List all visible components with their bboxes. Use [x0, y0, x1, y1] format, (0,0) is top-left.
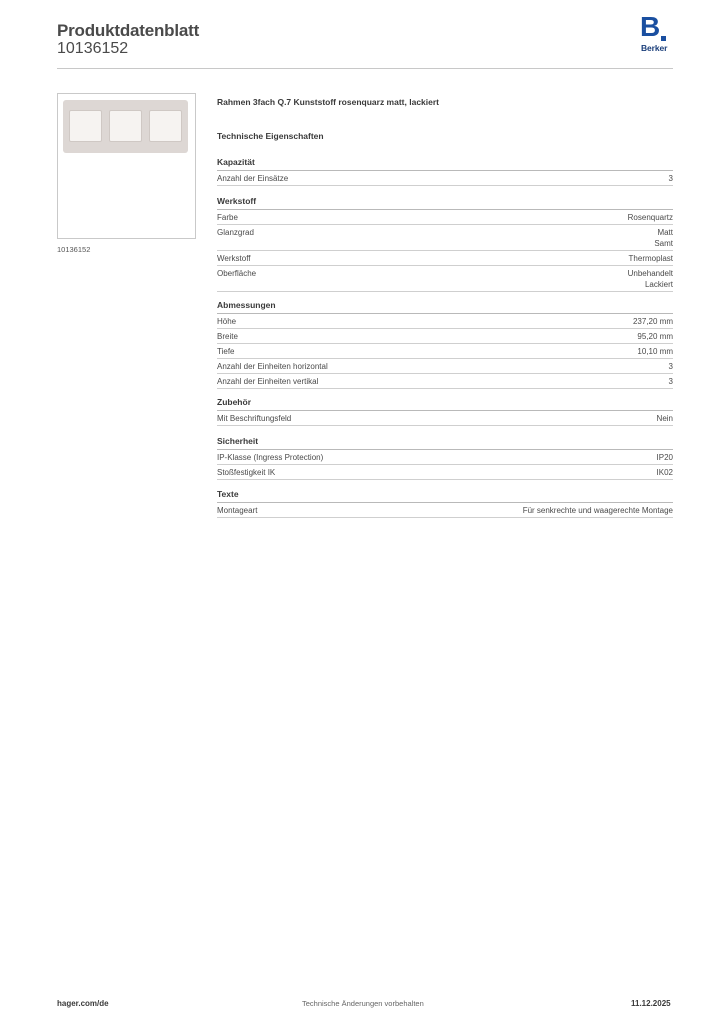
spec-value-line: 95,20 mm: [637, 332, 673, 341]
spec-row: [217, 210, 673, 225]
berker-logo: [640, 11, 674, 56]
spec-value-line: IK02: [656, 468, 673, 477]
spec-section: [217, 196, 673, 292]
spec-value-line: 3: [668, 362, 673, 371]
spec-section: [217, 436, 673, 480]
spec-value: [628, 212, 673, 223]
spec-value: [637, 331, 673, 342]
spec-value: [633, 316, 673, 327]
spec-value-line: Unbehandelt: [627, 269, 673, 278]
spec-label: Oberfläche: [217, 269, 257, 278]
spec-row: [217, 344, 673, 359]
spec-value-line: 3: [668, 174, 673, 183]
spec-section-title: Abmessungen: [217, 300, 673, 314]
spec-row: [217, 450, 673, 465]
spec-value-line: 3: [668, 377, 673, 386]
spec-section: [217, 489, 673, 518]
spec-value-line: Matt: [657, 228, 673, 237]
spec-row: [217, 171, 673, 186]
spec-row: [217, 225, 673, 251]
spec-value-line: Samt: [654, 239, 673, 248]
spec-section-title: Sicherheit: [217, 436, 673, 450]
spec-value-line: Rosenquartz: [627, 213, 673, 222]
spec-value-line: IP20: [656, 453, 673, 462]
spec-value-line: 237,20 mm: [632, 317, 673, 326]
spec-row: [217, 251, 673, 266]
spec-value-line: Für senkrechte und waagerechte Montage: [522, 506, 673, 515]
spec-label: Anzahl der Einsätze: [217, 174, 289, 183]
frame-picture: [63, 100, 188, 153]
frame-opening: [109, 110, 142, 142]
spec-section: [217, 300, 673, 389]
page-title: Produktdatenblatt: [57, 21, 200, 40]
product-name: Rahmen 3fach Q.7 Kunststoff rosenquarz matt, lackiert: [217, 97, 439, 107]
spec-value: [657, 467, 673, 478]
spec-label: Werkstoff: [217, 254, 251, 263]
product-image: [57, 93, 196, 239]
spec-value-line: Nein: [656, 414, 673, 423]
spec-value: [637, 346, 673, 357]
spec-row: [217, 465, 673, 480]
spec-label: Farbe: [217, 213, 238, 222]
spec-label: Glanzgrad: [217, 228, 254, 237]
spec-label: Höhe: [217, 317, 237, 326]
footer-website: hager.com/de: [57, 999, 109, 1008]
spec-value: [669, 376, 673, 387]
spec-section-title: Werkstoff: [217, 196, 673, 210]
logo-letter: B: [640, 11, 661, 42]
frame-opening: [149, 110, 182, 142]
logo-wordmark: Berker: [641, 43, 668, 53]
spec-label: Stoßfestigkeit IK: [217, 468, 276, 477]
spec-row: [217, 314, 673, 329]
spec-value: [628, 268, 673, 290]
technical-properties-heading: Technische Eigenschaften: [217, 131, 324, 141]
spec-row: [217, 359, 673, 374]
article-number: 10136152: [57, 40, 129, 57]
frame-opening: [69, 110, 102, 142]
spec-value: [657, 413, 673, 424]
spec-row: [217, 329, 673, 344]
logo-dot: [661, 36, 666, 41]
spec-value-line: Thermoplast: [628, 254, 673, 263]
spec-label: Mit Beschriftungsfeld: [217, 414, 292, 423]
spec-row: [217, 411, 673, 426]
spec-value-line: 10,10 mm: [637, 347, 673, 356]
spec-value: [523, 505, 673, 516]
header-divider: [57, 68, 673, 69]
spec-section: [217, 157, 673, 186]
spec-value: [669, 361, 673, 372]
footer-disclaimer: Technische Änderungen vorbehalten: [302, 999, 424, 1008]
spec-section-title: Kapazität: [217, 157, 673, 171]
spec-label: Anzahl der Einheiten vertikal: [217, 377, 319, 386]
spec-label: Anzahl der Einheiten horizontal: [217, 362, 328, 371]
spec-value: [629, 253, 673, 264]
spec-row: [217, 266, 673, 292]
spec-value: [669, 173, 673, 184]
spec-label: IP-Klasse (Ingress Protection): [217, 453, 324, 462]
image-caption: 10136152: [57, 245, 91, 254]
spec-label: Breite: [217, 332, 238, 341]
spec-value: [657, 452, 673, 463]
spec-label: Tiefe: [217, 347, 235, 356]
spec-label: Montageart: [217, 506, 258, 515]
spec-section-title: Texte: [217, 489, 673, 503]
spec-row: [217, 503, 673, 518]
spec-value-line: Lackiert: [644, 280, 673, 289]
footer-date: 11.12.2025: [631, 999, 671, 1008]
spec-section-title: Zubehör: [217, 397, 673, 411]
spec-row: [217, 374, 673, 389]
spec-section: [217, 397, 673, 426]
spec-value: [654, 227, 673, 249]
